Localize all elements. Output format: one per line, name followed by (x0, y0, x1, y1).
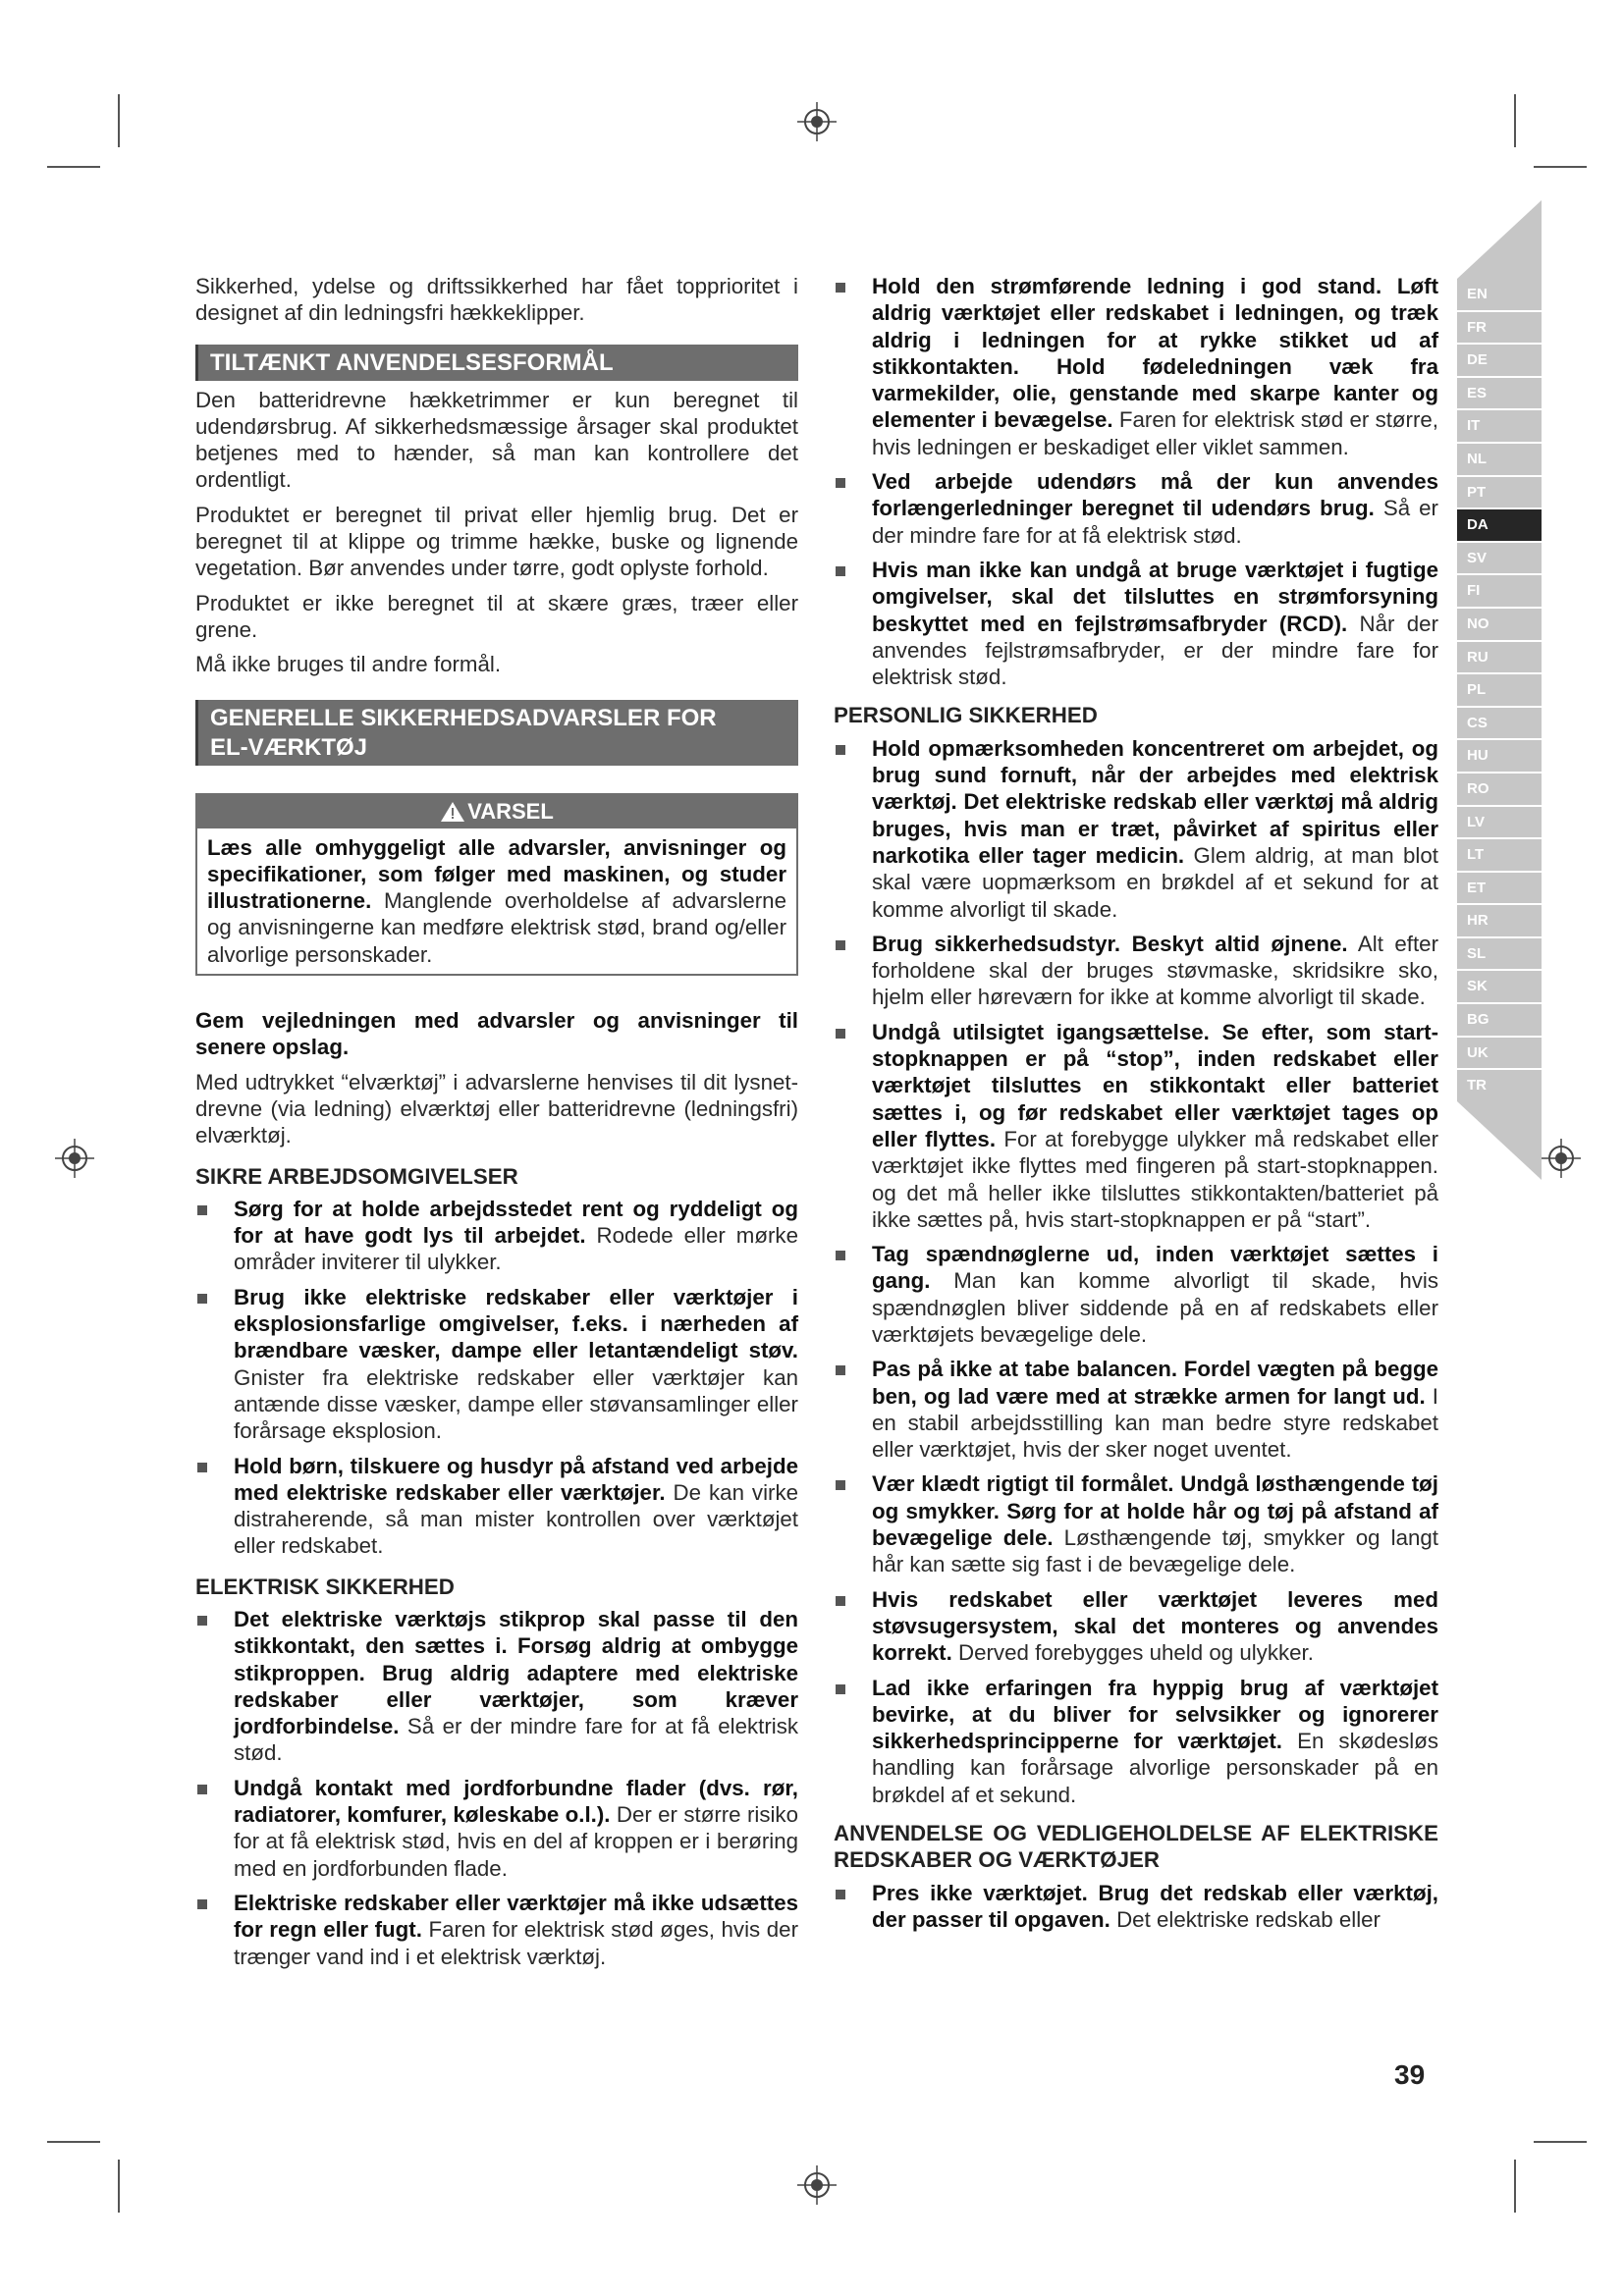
list-item (834, 273, 1438, 460)
list-item (195, 1453, 798, 1560)
right-column (834, 273, 1438, 1941)
bullet-icon (836, 1684, 845, 1694)
page-number: 39 (1394, 2059, 1426, 2090)
item-text: Når der anvendes fejlstrømsafbryder, er der mindre fare for elektrisk stød. (872, 611, 1439, 690)
item-text: For at forebygge ulykker må redskabet eller værktøjet ikke flyttes med fingeren på start-stopknappen. og det må heller ikke tilsluttes stikkontakten/batteriet på ikke sættes på, hvis start-stopknappen er på “start”. (872, 1126, 1438, 1232)
warning-title: VARSEL (467, 798, 554, 824)
use-care-list (834, 1880, 1438, 1934)
list-item (834, 1880, 1438, 1934)
bullet-icon (836, 566, 845, 576)
bullet-icon (197, 1616, 207, 1626)
intended-use-paragraph: Produktet er beregnet til privat eller hjemlig brug. Det er beregnet til at klippe og trimme hække, buske og lignende vegetation. Bør anvendes under tørre, godt oplyste forhold. (195, 502, 798, 581)
item-bold: Hvis man ikke kan undgå at bruge værktøjet i fugtige omgivelser, skal det tilsluttes en strømforsyning beskyttet med en fejlstrømsafbryder (RCD). (872, 557, 1438, 636)
language-tab-ru[interactable]: RU (1457, 642, 1542, 673)
registration-mark-icon (797, 2165, 837, 2205)
heading-electrical: ELEKTRISK SIKKERHED (195, 1574, 455, 1599)
item-text: Der er større risiko for at få elektrisk stød, hvis en del af kroppen er i berøring med en jordforbunden flade. (234, 1802, 798, 1881)
language-tab-en[interactable]: EN (1457, 279, 1542, 310)
language-tab-fr[interactable]: FR (1457, 312, 1542, 344)
list-item (834, 468, 1438, 549)
bullet-icon (836, 1480, 845, 1490)
item-bold: Brug ikke elektriske redskaber eller værktøjer i eksplosionsfarlige omgivelser, f.eks. i nærheden af brændbare væsker, dampe eller letantændeligt støv. (234, 1284, 798, 1363)
language-tabs (1457, 279, 1542, 1103)
intro-paragraph: Sikkerhed, ydelse og driftssikkerhed har fået topprioritet i designet af din ledningsfri hækkeklipper. (195, 274, 798, 326)
crop-mark (1534, 166, 1587, 168)
list-item (834, 1470, 1438, 1577)
language-tab-lt[interactable]: LT (1457, 839, 1542, 871)
crop-mark (47, 2141, 100, 2143)
bullet-icon (836, 745, 845, 755)
language-tab-tr[interactable]: TR (1457, 1070, 1542, 1101)
warning-body (197, 828, 796, 974)
item-text: Faren for elektrisk stød er større, hvis ledningen er beskadiget eller viklet sammen. (872, 407, 1438, 459)
item-bold: Brug sikkerhedsudstyr. Beskyt altid øjnene. (872, 931, 1348, 956)
heading-line: GENERELLE SIKKERHEDSADVARSLER FOR (210, 704, 717, 731)
registration-mark-icon (1542, 1139, 1581, 1178)
item-bold: Elektriske redskaber eller værktøjer må ikke udsættes for regn eller fugt. (234, 1890, 798, 1943)
language-tab-cs[interactable]: CS (1457, 708, 1542, 739)
bullet-icon (197, 1899, 207, 1909)
language-tab-uk[interactable]: UK (1457, 1038, 1542, 1069)
list-item (834, 1019, 1438, 1233)
intended-use-paragraph: Må ikke bruges til andre formål. (195, 652, 502, 677)
language-tab-fi[interactable]: FI (1457, 575, 1542, 607)
left-column (195, 273, 798, 1978)
list-item (195, 1606, 798, 1767)
bullet-icon (836, 1890, 845, 1899)
item-text: I en stabil arbejdsstilling kan man bedre styre redskabet eller værktøjet, hvis der sker noget uventet. (872, 1383, 1438, 1463)
item-bold: Pres ikke værktøjet. Brug det redskab eller værktøj, der passer til opgaven. (872, 1880, 1438, 1932)
crop-mark (47, 166, 100, 168)
language-tab-de[interactable]: DE (1457, 345, 1542, 376)
work-area-list (195, 1196, 798, 1560)
item-text: Gnister fra elektriske redskaber eller værktøjer kan antænde disse væsker, dampe eller støvansamlinger eller forårsage eksplosion. (234, 1364, 798, 1444)
language-tab-hr[interactable]: HR (1457, 905, 1542, 936)
bullet-icon (836, 1365, 845, 1375)
language-tab-lv[interactable]: LV (1457, 807, 1542, 838)
heading-use-care: ANVENDELSE OG VEDLIGEHOLDELSE AF ELEKTRISKE REDSKABER OG VÆRKTØJER (834, 1821, 1438, 1873)
list-item (195, 1284, 798, 1445)
item-bold: Hvis redskabet eller værktøjet leveres med støvsugersystem, skal det monteres og anvendes korrekt. (872, 1586, 1438, 1666)
language-tab-nl[interactable]: NL (1457, 444, 1542, 475)
item-text: Så er der mindre fare for at få elektrisk stød. (872, 496, 1438, 548)
registration-mark-icon (797, 102, 837, 141)
heading-personal: PERSONLIG SIKKERHED (834, 703, 1098, 728)
intended-use-paragraph: Produktet er ikke beregnet til at skære græs, træer eller grene. (195, 590, 798, 642)
bullet-icon (197, 1785, 207, 1794)
heading-line: EL-VÆRKTØJ (210, 733, 368, 761)
list-item (834, 735, 1438, 923)
item-bold: Lad ikke erfaringen fra hyppig brug af værktøjet bevirke, at du bliver for selvsikker og ignorerer sikkerhedsprincipperne for værktøjet. (872, 1675, 1438, 1754)
electrical-list (195, 1606, 798, 1970)
list-item (834, 1241, 1438, 1348)
tab-triangle-bottom (1457, 1101, 1542, 1180)
list-item (195, 1775, 798, 1882)
bullet-icon (836, 1029, 845, 1039)
section-heading-intended-use: TILTÆNKT ANVENDELSESFORMÅL (195, 345, 798, 381)
list-item (834, 1586, 1438, 1667)
item-bold: Pas på ikke at tabe balancen. Fordel vægten på begge ben, og lad være med at strække armen for langt ud. (872, 1357, 1438, 1409)
list-item (834, 931, 1438, 1011)
item-text: Så er der mindre fare for at få elektrisk stød. (234, 1714, 798, 1766)
language-tab-pt[interactable]: PT (1457, 477, 1542, 508)
electrical-list-continued (834, 273, 1438, 690)
language-tab-no[interactable]: NO (1457, 609, 1542, 640)
item-bold: Tag spændnøglerne ud, inden værktøjet sættes i gang. (872, 1242, 1438, 1294)
language-tab-ro[interactable]: RO (1457, 774, 1542, 805)
heading-work-area: SIKRE ARBEJDSOMGIVELSER (195, 1163, 518, 1189)
personal-list (834, 735, 1438, 1808)
list-item (195, 1890, 798, 1970)
item-bold: Undgå utilsigtet igangsættelse. Se efter, som start-stopknappen er på “stop”, inden redskabet eller værktøjet tilsluttes en stikkontakt eller batteriet sættes i, og før redskabet eller værktøjet tages op eller flyttes. (872, 1019, 1438, 1151)
item-text: Man kan komme alvorligt til skade, hvis spændnøglen bliver siddende på en af redskabets eller værktøjets bevægelige dele. (872, 1268, 1438, 1347)
section-heading-general-warnings (195, 700, 798, 766)
bullet-icon (197, 1463, 207, 1472)
item-bold: Vær klædt rigtigt til formålet. Undgå løsthængende tøj og smykker. Sørg for at holde hår og tøj på afstand af bevægelige dele. (872, 1471, 1438, 1551)
warning-box (195, 793, 798, 976)
item-text: Rodede eller mørke områder inviterer til ulykker. (234, 1223, 798, 1275)
keep-instructions (195, 1007, 798, 1061)
item-bold: Hold børn, tilskuere og husdyr på afstand ved arbejde med elektriske redskaber eller værktøjer. (234, 1453, 798, 1505)
language-tab-es[interactable]: ES (1457, 378, 1542, 409)
item-bold: Hold opmærksomheden koncentreret om arbejdet, og brug sund fornuft, når der arbejdes med elektrisk værktøj. Det elektriske redskab eller værktøj må aldrig bruges, hvis man er træt, påvirket af spiritus eller narkotika eller tager medicin. (872, 735, 1438, 868)
list-item (834, 1675, 1438, 1808)
language-tab-bg[interactable]: BG (1457, 1004, 1542, 1036)
bullet-icon (836, 940, 845, 950)
keep-bold: Gem vejledningen med advarsler og anvisninger til senere opslag. (195, 1008, 798, 1060)
bullet-icon (197, 1205, 207, 1215)
language-tab-pl[interactable]: PL (1457, 674, 1542, 706)
item-text: Det elektriske redskab eller (1110, 1906, 1380, 1932)
item-bold: Hold den strømførende ledning i god stand. Løft aldrig værktøjet eller redskabet i ledningen, og træk aldrig i ledningen for at rykke stikket ud af stikkontakten. Hold fødeledningen væk fra varmekilder, olie, genstande med skarpe kanter og elementer i bevægelse. (872, 274, 1438, 433)
item-text: En skødesløs handling kan forårsage alvorlige personskader på en brøkdel af et sekund. (872, 1729, 1439, 1807)
item-text: Faren for elektrisk stød øges, hvis der trænger vand ind i et elektrisk værktøj. (234, 1917, 798, 1969)
list-item (834, 557, 1438, 690)
language-tab-it[interactable]: IT (1457, 410, 1542, 442)
list-item (834, 1356, 1438, 1463)
registration-mark-icon (55, 1139, 94, 1178)
warning-text: Manglende overholdelse af advarslerne og anvisningerne kan medføre elektrisk stød, brand og/eller alvorlige personskader. (207, 888, 786, 967)
item-bold: Ved arbejde udendørs må der kun anvendes forlængerledninger beregnet til udendørs brug. (872, 469, 1438, 521)
bullet-icon (836, 283, 845, 293)
language-tab-sv[interactable]: SV (1457, 543, 1542, 574)
language-tab-hu[interactable]: HU (1457, 740, 1542, 772)
warning-title-bar (197, 795, 796, 828)
item-bold: Det elektriske værktøjs stikprop skal passe til den stikkontakt, den sættes i. Forsøg aldrig at ombygge stikproppen. Brug aldrig adaptere med elektriske redskaber eller værktøjer, som kræver jordforbindelse. (234, 1606, 798, 1739)
bullet-icon (197, 1294, 207, 1304)
crop-mark (1514, 94, 1516, 147)
tab-triangle-top (1457, 200, 1542, 279)
keep-text: Med udtrykket “elværktøj” i advarslerne henvises til dit lysnet-drevne (via ledning) elværktøj eller batteridrevne (ledningsfri) elværktøj. (195, 1069, 798, 1148)
warning-bold: Læs alle omhyggeligt alle advarsler, anvisninger og specifikationer, som følger med maskinen, og studer illustrationerne. (207, 834, 786, 914)
item-text: Løsthængende tøj, smykker og langt hår kan sætte sig fast i de bevægelige dele. (872, 1525, 1438, 1577)
intended-use-paragraph: Den batteridrevne hækketrimmer er kun beregnet til udendørsbrug. Af sikkerhedsmæssige årsager skal produktet betjenes med to hænder, så man kan kontrollere det ordentligt. (195, 387, 798, 493)
item-text: Alt efter forholdene skal der bruges støvmaske, skridsikre sko, hjelm eller høreværn for ikke at komme alvorligt til skade. (872, 931, 1439, 1010)
crop-mark (1514, 2160, 1516, 2213)
list-item (195, 1196, 798, 1276)
crop-mark (1534, 2141, 1587, 2143)
language-tab-et[interactable]: ET (1457, 873, 1542, 904)
item-bold: Sørg for at holde arbejdsstedet rent og ryddeligt og for at have godt lys til arbejdet. (234, 1196, 798, 1249)
language-tab-sk[interactable]: SK (1457, 971, 1542, 1002)
warning-triangle-icon (440, 801, 465, 823)
bullet-icon (836, 478, 845, 488)
language-tab-da[interactable]: DA (1457, 509, 1542, 541)
crop-mark (118, 2160, 120, 2213)
bullet-icon (836, 1251, 845, 1260)
item-bold: Undgå kontakt med jordforbundne flader (dvs. rør, radiatorer, komfurer, køleskabe o.l.). (234, 1775, 798, 1828)
bullet-icon (836, 1596, 845, 1606)
item-text: Derved forebygges uheld og ulykker. (951, 1640, 1314, 1666)
item-text: De kan virke distraherende, så man mister kontrollen over værktøjet eller redskabet. (234, 1479, 798, 1559)
language-tab-sl[interactable]: SL (1457, 938, 1542, 970)
crop-mark (118, 94, 120, 147)
item-text: Glem aldrig, at man blot skal være uopmærksom en brøkdel af et sekund for at komme alvorligt til skade. (872, 842, 1438, 922)
